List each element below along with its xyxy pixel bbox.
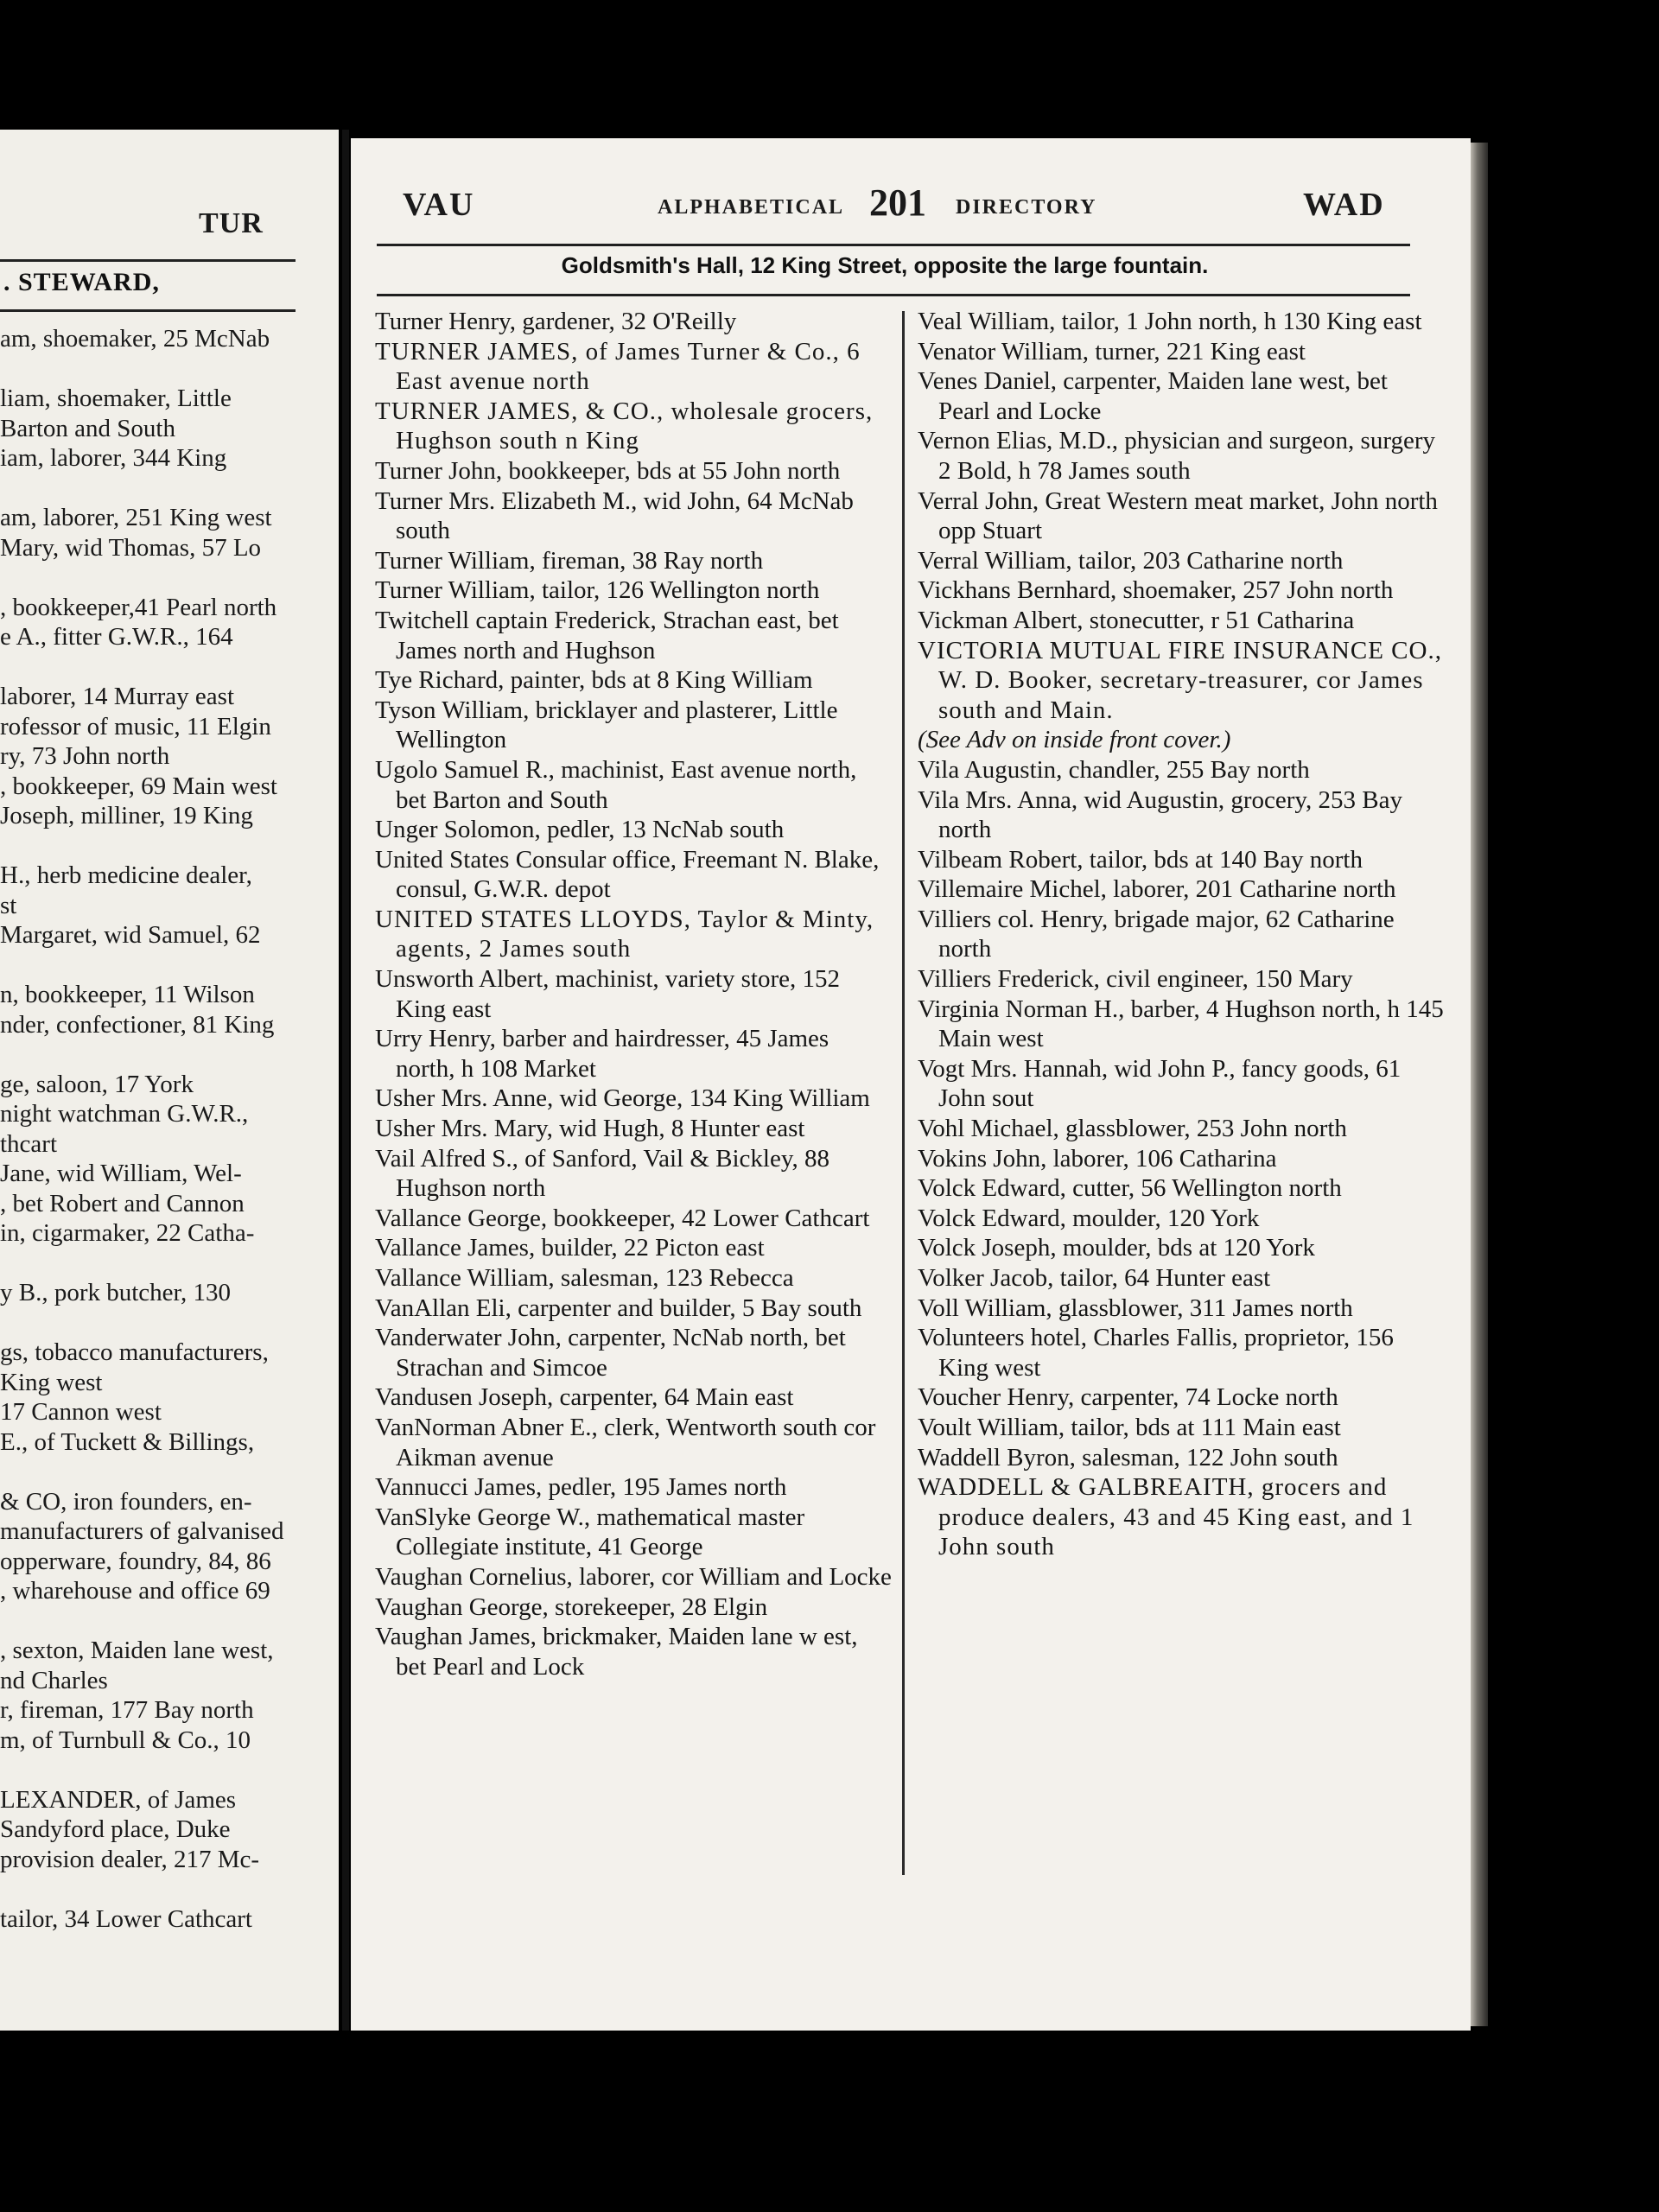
previous-page-line xyxy=(0,1755,321,1785)
entry-text: Volck Edward, moulder, 120 York xyxy=(918,1204,1260,1232)
previous-page-line: nd Charles xyxy=(0,1666,108,1694)
entry-text: United States Consular office, Freemant N. Blake, consul, G.W.R. depot xyxy=(375,845,880,904)
previous-page-lines xyxy=(0,324,321,1934)
entry-text: Vila Augustin, chandler, 255 Bay north xyxy=(918,755,1310,784)
directory-entry xyxy=(918,1472,1445,1562)
directory-entry xyxy=(918,1263,1445,1294)
entry-text: Unger Solomon, pedler, 13 NcNab south xyxy=(375,816,785,844)
directory-entry xyxy=(918,1413,1445,1443)
entry-text: Voult William, tailor, bds at 111 Main east xyxy=(918,1413,1341,1441)
directory-entry xyxy=(918,486,1445,546)
previous-page-line xyxy=(0,950,321,981)
previous-page-line: Sandyford place, Duke xyxy=(0,1815,231,1843)
directory-entry xyxy=(375,755,893,815)
entry-text: Venes Daniel, carpenter, Maiden lane west, bet Pearl and Locke xyxy=(918,367,1388,425)
previous-page-line: e A., fitter G.W.R., 164 xyxy=(0,623,233,651)
previous-page-line: thcart xyxy=(0,1129,58,1158)
previous-page-line: rofessor of music, 11 Elgin xyxy=(0,712,271,741)
previous-page-line: Joseph, milliner, 19 King xyxy=(0,802,253,830)
directory-entry xyxy=(918,725,1445,755)
page-header xyxy=(351,181,1471,238)
entry-text: Vohl Michael, glassblower, 253 John north xyxy=(918,1115,1347,1143)
directory-entry xyxy=(375,546,893,576)
entry-text: Vallance George, bookkeeper, 42 Lower Cathcart xyxy=(375,1204,870,1232)
directory-entry xyxy=(918,905,1445,964)
directory-entry xyxy=(375,397,893,456)
entry-text: Twitchell captain Frederick, Strachan east, bet James north and Hughson xyxy=(375,606,839,664)
previous-page-line: am, laborer, 251 King west xyxy=(0,504,272,531)
directory-entry xyxy=(375,1413,893,1472)
entry-text: Tyson William, bricklayer and plasterer, Little Wellington xyxy=(375,696,838,754)
directory-entry xyxy=(918,606,1445,636)
entry-text: Vallance William, salesman, 123 Rebecca xyxy=(375,1264,794,1292)
previous-page-line xyxy=(0,1039,321,1070)
previous-page-line xyxy=(0,831,321,861)
previous-page-line: , wharehouse and office 69 xyxy=(0,1577,270,1605)
entry-text: UNITED STATES LLOYDS, Taylor & Minty, agents, 2 James south xyxy=(375,905,874,963)
previous-page-line: in, cigarmaker, 22 Catha- xyxy=(0,1219,255,1247)
entry-text: Ugolo Samuel R., machinist, East avenue north, bet Barton and South xyxy=(375,755,857,814)
entry-text: VanSlyke George W., mathematical master Collegiate institute, 41 George xyxy=(375,1503,805,1561)
previous-page-line: manufacturers of galvanised xyxy=(0,1517,284,1545)
directory-entry xyxy=(918,1233,1445,1263)
previous-page-line: Margaret, wid Samuel, 62 xyxy=(0,921,261,949)
book-binding xyxy=(342,130,349,2031)
entry-text: Vernon Elias, M.D., physician and surgeon, surgery 2 Bold, h 78 James south xyxy=(918,427,1435,485)
previous-page-line: laborer, 14 Murray east xyxy=(0,683,235,710)
directory-entry xyxy=(375,575,893,606)
previous-page-line: , sexton, Maiden lane west, xyxy=(0,1637,274,1664)
previous-page-line: gs, tobacco manufacturers, xyxy=(0,1338,269,1366)
entry-text: Volker Jacob, tailor, 64 Hunter east xyxy=(918,1264,1271,1292)
directory-entry xyxy=(375,1204,893,1234)
entry-text: Turner William, fireman, 38 Ray north xyxy=(375,546,764,575)
directory-entry xyxy=(375,815,893,845)
directory-entry xyxy=(375,606,893,665)
entry-text: Vanderwater John, carpenter, NcNab north, bet Strachan and Simcoe xyxy=(375,1324,846,1382)
directory-entry xyxy=(918,1144,1445,1174)
previous-page-line: , bookkeeper,41 Pearl north xyxy=(0,593,277,621)
directory-entry xyxy=(918,1204,1445,1234)
previous-page-line: ge, saloon, 17 York xyxy=(0,1070,194,1098)
advertisement-banner: Goldsmith's Hall, 12 King Street, opposite the large fountain. xyxy=(561,252,1209,278)
previous-page-line: 17 Cannon west xyxy=(0,1398,162,1426)
entry-text: Tye Richard, painter, bds at 8 King William xyxy=(375,666,813,695)
directory-entry xyxy=(375,337,893,397)
previous-page-line: opperware, foundry, 84, 86 xyxy=(0,1547,271,1575)
previous-page-line: , bookkeeper, 69 Main west xyxy=(0,772,277,800)
previous-page-line: m, of Turnbull & Co., 10 xyxy=(0,1726,251,1754)
directory-entry xyxy=(918,307,1445,337)
entry-text: Vail Alfred S., of Sanford, Vail & Bickley, 88 Hughson north xyxy=(375,1144,830,1203)
previous-page-line: LEXANDER, of James xyxy=(0,1785,237,1814)
previous-page-line: ry, 73 John north xyxy=(0,742,170,770)
directory-entry xyxy=(375,1233,893,1263)
directory-entry xyxy=(375,1114,893,1144)
directory-entry xyxy=(918,1443,1445,1473)
directory-entry xyxy=(375,1562,893,1592)
banner-rule xyxy=(377,294,1410,296)
entry-text: Vilbeam Robert, tailor, bds at 140 Bay north xyxy=(918,845,1363,874)
entry-text: Vaughan Cornelius, laborer, cor William and Locke xyxy=(375,1562,892,1591)
header-directory: DIRECTORY xyxy=(956,196,1097,219)
directory-entry xyxy=(918,874,1445,905)
entry-text: Turner Henry, gardener, 32 O'Reilly xyxy=(375,308,737,335)
entry-text: VanAllan Eli, carpenter and builder, 5 Bay south xyxy=(375,1294,862,1322)
entry-text: Usher Mrs. Mary, wid Hugh, 8 Hunter east xyxy=(375,1115,805,1143)
directory-entry xyxy=(375,696,893,755)
directory-entry xyxy=(375,1084,893,1114)
directory-entry xyxy=(918,964,1445,995)
header-right-word: WAD xyxy=(1303,187,1385,223)
previous-page-line: Barton and South xyxy=(0,414,175,442)
entry-text: Verral William, tailor, 203 Catharine north xyxy=(918,546,1344,575)
directory-entry xyxy=(375,1622,893,1681)
entry-text: Turner Mrs. Elizabeth M., wid John, 64 McNab south xyxy=(375,486,854,545)
previous-page-line xyxy=(0,1606,321,1637)
entry-text: Virginia Norman H., barber, 4 Hughson north, h 145 Main west xyxy=(918,995,1444,1053)
column-left xyxy=(375,307,893,1681)
previous-page-line xyxy=(0,1308,321,1338)
previous-page-line: Mary, wid Thomas, 57 Lo xyxy=(0,533,262,562)
header-left-word: VAU xyxy=(403,187,475,223)
page-number: 201 xyxy=(869,181,926,224)
entry-text: Villiers Frederick, civil engineer, 150 Mary xyxy=(918,965,1353,994)
previous-page-line: r, fireman, 177 Bay north xyxy=(0,1696,254,1724)
entry-text: Vila Mrs. Anna, wid Augustin, grocery, 253 Bay north xyxy=(918,785,1403,844)
previous-page-line: , bet Robert and Cannon xyxy=(0,1189,245,1217)
directory-entry xyxy=(918,785,1445,845)
entry-text: Vaughan George, storekeeper, 28 Elgin xyxy=(375,1592,768,1621)
directory-entry xyxy=(918,1054,1445,1114)
directory-entry xyxy=(375,1592,893,1623)
directory-entry xyxy=(918,1294,1445,1324)
directory-entry xyxy=(918,337,1445,367)
entry-text: Voucher Henry, carpenter, 74 Locke north xyxy=(918,1383,1338,1412)
column-right xyxy=(918,307,1445,1562)
directory-entry xyxy=(375,1024,893,1084)
entry-text: Volunteers hotel, Charles Fallis, proprietor, 156 King west xyxy=(918,1324,1394,1382)
directory-entry xyxy=(375,665,893,696)
entry-text: Villemaire Michel, laborer, 201 Catharine north xyxy=(918,875,1396,904)
previous-page-fragment xyxy=(0,130,339,2031)
previous-page-line xyxy=(0,354,321,385)
header-rule xyxy=(377,244,1410,246)
directory-entry xyxy=(375,486,893,546)
directory-entry xyxy=(375,964,893,1024)
entry-text: Voll William, glassblower, 311 James north xyxy=(918,1294,1353,1322)
column-divider xyxy=(902,311,905,1875)
entry-text: Vokins John, laborer, 106 Catharina xyxy=(918,1144,1277,1173)
previous-page-line xyxy=(0,1249,321,1279)
previous-page-line: n, bookkeeper, 11 Wilson xyxy=(0,981,255,1008)
directory-entry xyxy=(375,1294,893,1324)
previous-page-line: nder, confectioner, 81 King xyxy=(0,1010,275,1039)
directory-page xyxy=(351,138,1471,2031)
entry-text: Volck Joseph, moulder, bds at 120 York xyxy=(918,1234,1315,1262)
directory-entry xyxy=(918,1114,1445,1144)
directory-entry xyxy=(918,575,1445,606)
previous-page-line: Jane, wid William, Wel- xyxy=(0,1160,242,1187)
previous-page-header: TUR xyxy=(199,207,264,239)
previous-page-line: King west xyxy=(0,1368,103,1396)
entry-text: Vannucci James, pedler, 195 James north xyxy=(375,1473,787,1502)
advertisement-note: (See Adv on inside front cover.) xyxy=(918,726,1231,754)
previous-page-line: tailor, 34 Lower Cathcart xyxy=(0,1904,252,1933)
previous-page-line: E., of Tuckett & Billings, xyxy=(0,1427,255,1456)
directory-entry xyxy=(918,1173,1445,1204)
directory-entry xyxy=(918,636,1445,726)
directory-entry xyxy=(375,307,893,337)
header-alphabetical: ALPHABETICAL xyxy=(658,196,845,219)
entry-text: Vallance James, builder, 22 Picton east xyxy=(375,1234,765,1262)
entry-text: Turner William, tailor, 126 Wellington north xyxy=(375,576,820,605)
directory-entry xyxy=(375,456,893,486)
entry-text: VanNorman Abner E., clerk, Wentworth south cor Aikman avenue xyxy=(375,1413,876,1471)
entry-text: Villiers col. Henry, brigade major, 62 Catharine north xyxy=(918,905,1395,963)
previous-page-line: y B., pork butcher, 130 xyxy=(0,1279,232,1306)
previous-page-rule xyxy=(0,309,296,312)
entry-text: Vandusen Joseph, carpenter, 64 Main east xyxy=(375,1383,794,1412)
previous-page-line: iam, laborer, 344 King xyxy=(0,444,227,472)
directory-entry xyxy=(918,1382,1445,1413)
entry-text: WADDELL & GALBREAITH, grocers and produce dealers, 43 and 45 King east, and 1 John south xyxy=(918,1473,1414,1561)
directory-entry xyxy=(375,1472,893,1503)
previous-page-section-label: . STEWARD, xyxy=(3,268,160,296)
directory-entry xyxy=(918,426,1445,486)
entry-text: TURNER JAMES, of James Turner & Co., 6 East avenue north xyxy=(375,337,861,396)
previous-page-line: H., herb medicine dealer, xyxy=(0,861,252,889)
previous-page-line: provision dealer, 217 Mc- xyxy=(0,1845,260,1873)
entry-text: Turner John, bookkeeper, bds at 55 John north xyxy=(375,456,841,485)
directory-entry xyxy=(375,845,893,905)
entry-text: Vickhans Bernhard, shoemaker, 257 John north xyxy=(918,576,1394,605)
directory-entry xyxy=(918,845,1445,875)
directory-entry xyxy=(918,1323,1445,1382)
directory-entry xyxy=(375,1144,893,1204)
previous-page-line: night watchman G.W.R., xyxy=(0,1100,249,1128)
entry-text: Volck Edward, cutter, 56 Wellington north xyxy=(918,1174,1342,1203)
entry-text: Waddell Byron, salesman, 122 John south xyxy=(918,1443,1338,1471)
directory-entry xyxy=(375,1503,893,1562)
previous-page-line xyxy=(0,474,321,504)
previous-page-line xyxy=(0,563,321,593)
previous-page-line xyxy=(0,652,321,683)
directory-entry xyxy=(375,905,893,964)
directory-entry xyxy=(918,546,1445,576)
entry-text: Vickman Albert, stonecutter, r 51 Catharina xyxy=(918,606,1355,634)
entry-text: Venator William, turner, 221 King east xyxy=(918,337,1306,365)
previous-page-line: liam, shoemaker, Little xyxy=(0,385,232,412)
previous-page-line: am, shoemaker, 25 McNab xyxy=(0,325,270,353)
directory-entry xyxy=(918,995,1445,1054)
entry-text: TURNER JAMES, & CO., wholesale grocers, Hughson south n King xyxy=(375,397,874,455)
directory-entry xyxy=(375,1263,893,1294)
directory-entry xyxy=(918,755,1445,785)
entry-text: Veal William, tailor, 1 John north, h 130 King east xyxy=(918,308,1422,335)
previous-page-line: st xyxy=(0,891,17,919)
directory-entry xyxy=(918,366,1445,426)
entry-text: Urry Henry, barber and hairdresser, 45 James north, h 108 Market xyxy=(375,1025,830,1083)
entry-text: Verral John, Great Western meat market, John north opp Stuart xyxy=(918,486,1438,545)
previous-page-rule xyxy=(0,259,296,262)
entry-text: Vaughan James, brickmaker, Maiden lane w est, bet Pearl and Lock xyxy=(375,1623,858,1681)
previous-page-line: & CO, iron founders, en- xyxy=(0,1487,252,1516)
entry-text: VICTORIA MUTUAL FIRE INSURANCE CO., W. D. Booker, secretary-treasurer, cor James south and Main. xyxy=(918,636,1442,724)
page-edge-shadow xyxy=(1471,143,1488,2026)
previous-page-line xyxy=(0,1874,321,1904)
previous-page-line xyxy=(0,1457,321,1487)
directory-entry xyxy=(375,1382,893,1413)
entry-text: Unsworth Albert, machinist, variety store, 152 King east xyxy=(375,965,841,1023)
entry-text: Usher Mrs. Anne, wid George, 134 King William xyxy=(375,1084,870,1113)
entry-text: Vogt Mrs. Hannah, wid John P., fancy goods, 61 John sout xyxy=(918,1054,1402,1113)
directory-entry xyxy=(375,1323,893,1382)
